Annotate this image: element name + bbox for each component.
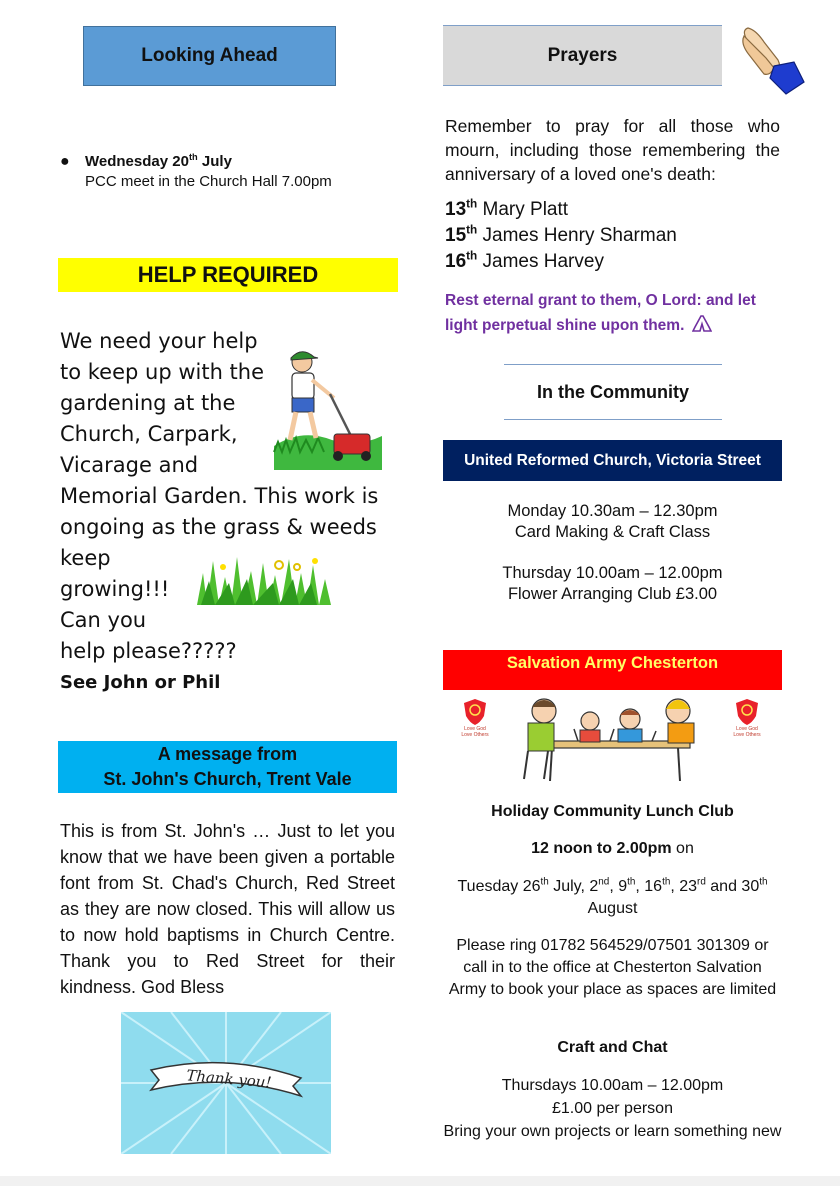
urc-sessions bbox=[443, 501, 782, 605]
help-text: We need your help to keep up with the gardening at the Church, Carpark, Vicarage and Memorial Garden. This work is ongoing as the grass & weeds keep growing!!! Can you help please????? See John or Phil bbox=[60, 326, 400, 698]
lawn-mower-illustration bbox=[272, 348, 384, 470]
community-header bbox=[504, 364, 722, 420]
salvation-army-logo-right: Love God Love Others bbox=[727, 698, 767, 742]
salvation-army-logo-left: Love God Love Others bbox=[455, 698, 495, 742]
thank-you-card bbox=[121, 1012, 331, 1154]
list-item: Monday 10.30am – 12.30pm Card Making & Craft Class bbox=[507, 502, 718, 541]
help-required-header bbox=[58, 258, 398, 292]
message-title-line1: A message from bbox=[157, 744, 298, 764]
salvation-army-header bbox=[443, 650, 782, 690]
help-required-title: HELP REQUIRED bbox=[137, 262, 319, 287]
event-detail: PCC meet in the Church Hall 7.00pm bbox=[85, 173, 332, 190]
help-contact: See John or Phil bbox=[60, 672, 221, 693]
looking-ahead-title: Looking Ahead bbox=[141, 45, 278, 66]
community-title: In the Community bbox=[537, 381, 689, 402]
urc-header bbox=[443, 440, 782, 481]
grass-illustration bbox=[193, 553, 335, 605]
list-item: 13th Mary Platt bbox=[445, 197, 569, 220]
list-item: Thursday 10.00am – 12.00pm Flower Arranging Club £3.00 bbox=[502, 564, 723, 603]
list-item bbox=[60, 152, 400, 192]
lunch-club-time: 12 noon to 2.00pm on bbox=[531, 840, 694, 857]
praying-hands-icon bbox=[738, 24, 808, 96]
list-item: 15th James Henry Sharman bbox=[445, 223, 677, 246]
lunch-club-illustration bbox=[518, 693, 708, 783]
craft-chat-title: Craft and Chat bbox=[557, 1039, 668, 1056]
praying-hands-small-icon bbox=[692, 315, 712, 332]
salvation-army-title: Salvation Army Chesterton bbox=[506, 654, 719, 672]
list-item: 16th James Harvey bbox=[445, 249, 604, 272]
craft-chat-details: Thursdays 10.00am – 12.00pm £1.00 per person Bring your own projects or learn something new bbox=[443, 1077, 782, 1140]
lunch-club-title: Holiday Community Lunch Club bbox=[491, 803, 734, 820]
shield-icon bbox=[734, 698, 760, 726]
looking-ahead-header bbox=[83, 26, 336, 86]
lunch-club-booking: Please ring 01782 564529/07501 301309 or call in to the office at Chesterton Salvation Army to book your place as spaces are limited bbox=[448, 937, 777, 998]
shield-icon bbox=[462, 698, 488, 726]
message-body: This is from St. John's … Just to let you know that we have been given a portable font from St. Chad's Church, Red Street as they are now closed. This will allow us to now hold baptisms in Church Centre. Thank you to Red Street for their kindness. God Bless bbox=[60, 821, 395, 997]
prayers-intro: Remember to pray for all those who mourn, including those remembering the anniversary of a loved one's death: bbox=[445, 116, 780, 184]
event-list bbox=[60, 152, 400, 192]
anniversary-list bbox=[445, 197, 785, 275]
message-title-line2: St. John's Church, Trent Vale bbox=[103, 769, 352, 789]
urc-title: United Reformed Church, Victoria Street bbox=[464, 451, 761, 469]
prayers-title: Prayers bbox=[547, 44, 618, 66]
prayers-header bbox=[443, 25, 722, 86]
event-date: Wednesday 20th July bbox=[85, 152, 232, 170]
blessing-text: Rest eternal grant to them, O Lord: and let light perpetual shine upon them. bbox=[445, 292, 756, 334]
thank-you-text: Thank you! bbox=[185, 1066, 273, 1092]
page-bottom-edge bbox=[0, 1176, 840, 1186]
lunch-club-dates: Tuesday 26th July, 2nd, 9th, 16th, 23rd and 30th August bbox=[457, 876, 768, 917]
message-header bbox=[58, 741, 397, 793]
bullet-icon: ● bbox=[60, 153, 70, 170]
